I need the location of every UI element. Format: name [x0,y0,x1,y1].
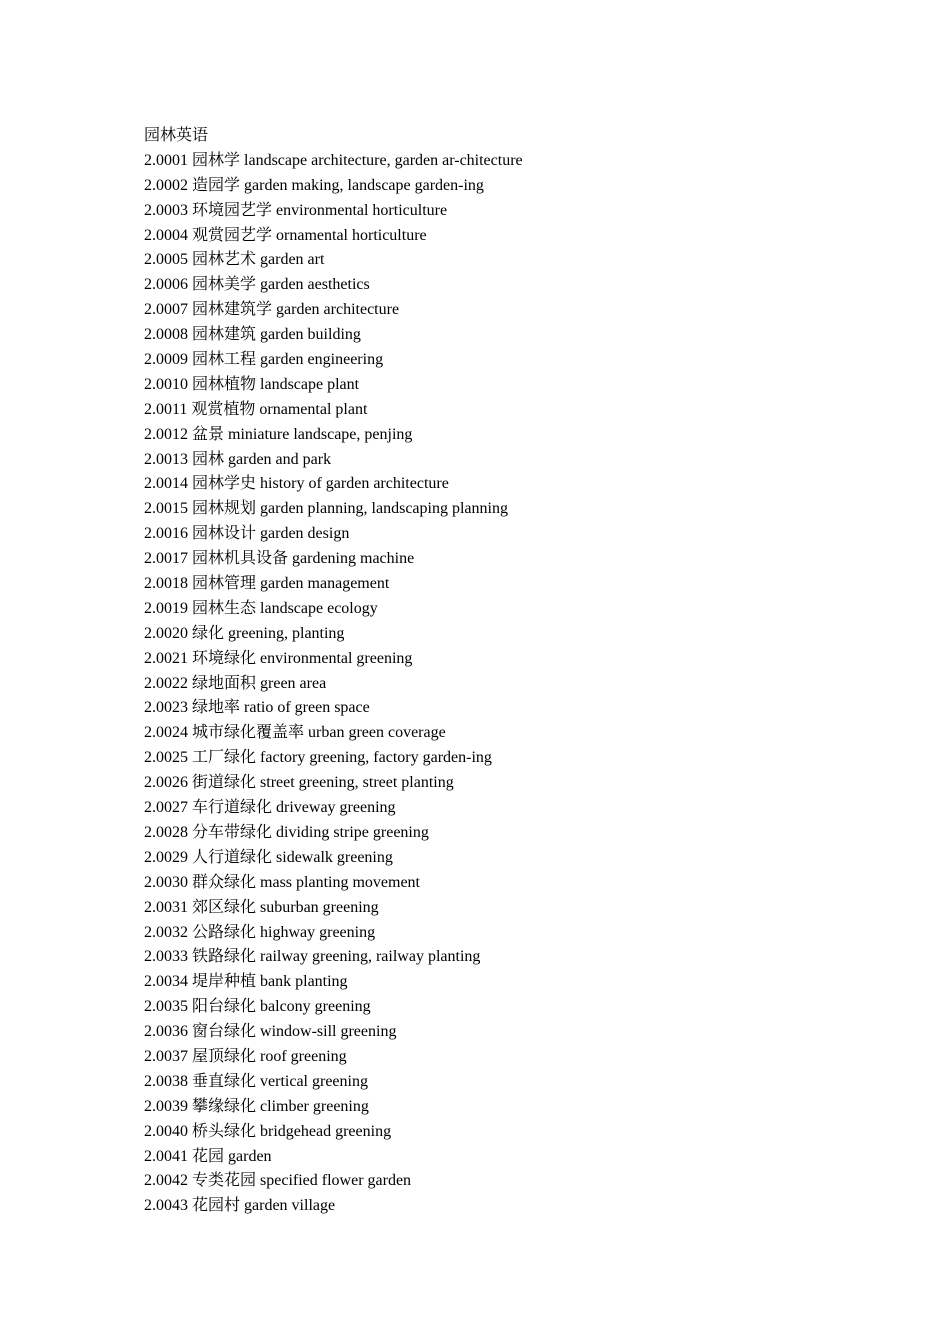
glossary-entry [144,522,904,547]
entry-english-term: climber greening [260,1097,369,1115]
entry-number: 2.0033 [144,948,188,966]
entry-chinese-term: 绿地面积 [192,674,257,692]
entry-number: 2.0022 [144,674,188,692]
entry-chinese-term: 绿化 [192,624,225,642]
glossary-entry [144,497,904,522]
entry-english-term: garden [228,1147,272,1165]
entry-chinese-term: 园林艺术 [192,251,257,269]
entry-chinese-term: 园林工程 [192,351,257,369]
entry-number: 2.0020 [144,624,188,642]
entry-number: 2.0043 [144,1197,188,1215]
entry-english-term: landscape plant [260,375,360,393]
glossary-entry [144,846,904,871]
entry-chinese-term: 园林生态 [192,599,257,617]
glossary-entry [144,672,904,697]
entry-chinese-term: 园林建筑 [192,326,257,344]
entry-number: 2.0026 [144,774,188,792]
entry-english-term: urban green coverage [308,724,446,742]
glossary-entry [144,696,904,721]
entry-chinese-term: 桥头绿化 [192,1122,257,1140]
entry-english-term: miniature landscape, penjing [228,425,413,443]
glossary-entry [144,1194,904,1219]
entry-english-term: factory greening, factory garden-ing [260,749,492,767]
entry-english-term: garden village [244,1197,336,1215]
glossary-entry [144,721,904,746]
glossary-entry [144,1120,904,1145]
entry-english-term: history of garden architecture [260,475,449,493]
entry-english-term: landscape ecology [260,599,378,617]
glossary-entry [144,224,904,249]
entry-english-term: environmental horticulture [276,201,448,219]
entry-number: 2.0011 [144,400,188,418]
entry-english-term: garden and park [228,450,332,468]
entry-chinese-term: 分车带绿化 [192,823,273,841]
glossary-entry [144,821,904,846]
entry-chinese-term: 工厂绿化 [192,749,257,767]
entry-english-term: vertical greening [260,1072,368,1090]
entry-number: 2.0039 [144,1097,188,1115]
glossary-entry [144,1020,904,1045]
entry-english-term: garden management [260,575,390,593]
glossary-entry [144,622,904,647]
entry-english-term: dividing stripe greening [276,823,429,841]
entry-chinese-term: 专类花园 [192,1172,257,1190]
entry-english-term: garden design [260,525,350,543]
entry-english-term: driveway greening [276,799,396,817]
glossary-entry [144,298,904,323]
entry-chinese-term: 观赏园艺学 [192,226,273,244]
entry-english-term: sidewalk greening [276,848,393,866]
entry-english-term: window-sill greening [260,1023,397,1041]
entry-number: 2.0031 [144,898,188,916]
entry-number: 2.0014 [144,475,188,493]
entry-number: 2.0023 [144,699,188,717]
entry-chinese-term: 园林学史 [192,475,257,493]
glossary-entry [144,871,904,896]
entry-english-term: garden building [260,326,361,344]
entry-chinese-term: 园林规划 [192,500,257,518]
entry-number: 2.0017 [144,550,188,568]
entry-number: 2.0025 [144,749,188,767]
entry-english-term: greening, planting [228,624,345,642]
entry-chinese-term: 郊区绿化 [192,898,257,916]
glossary-entry [144,1095,904,1120]
entry-number: 2.0042 [144,1172,188,1190]
entry-number: 2.0006 [144,276,188,294]
entry-chinese-term: 环境园艺学 [192,201,273,219]
entry-english-term: ornamental plant [259,400,368,418]
entry-number: 2.0041 [144,1147,188,1165]
entry-chinese-term: 造园学 [192,176,241,194]
entry-english-term: garden aesthetics [260,276,370,294]
entry-number: 2.0004 [144,226,188,244]
entry-english-term: bridgehead greening [260,1122,392,1140]
document-page [144,124,904,1219]
glossary-entry [144,995,904,1020]
entry-chinese-term: 园林学 [192,151,241,169]
entry-number: 2.0008 [144,326,188,344]
glossary-entry [144,373,904,398]
entry-chinese-term: 屋顶绿化 [192,1047,257,1065]
entry-chinese-term: 公路绿化 [192,923,257,941]
glossary-entry [144,448,904,473]
glossary-entry [144,597,904,622]
glossary-entry [144,273,904,298]
entry-english-term: suburban greening [260,898,379,916]
entry-english-term: environmental greening [260,649,413,667]
glossary-entry-list [144,149,904,1219]
entry-number: 2.0034 [144,973,188,991]
entry-english-term: green area [260,674,327,692]
entry-chinese-term: 街道绿化 [192,774,257,792]
entry-english-term: mass planting movement [260,873,420,891]
entry-english-term: ornamental horticulture [276,226,427,244]
entry-english-term: garden engineering [260,351,384,369]
entry-chinese-term: 园林美学 [192,276,257,294]
entry-number: 2.0005 [144,251,188,269]
glossary-entry [144,348,904,373]
glossary-entry [144,1070,904,1095]
entry-number: 2.0016 [144,525,188,543]
entry-number: 2.0028 [144,823,188,841]
entry-number: 2.0007 [144,301,188,319]
entry-number: 2.0013 [144,450,188,468]
entry-chinese-term: 观赏植物 [191,400,256,418]
entry-number: 2.0003 [144,201,188,219]
glossary-entry [144,323,904,348]
entry-chinese-term: 园林设计 [192,525,257,543]
entry-number: 2.0010 [144,375,188,393]
entry-chinese-term: 绿地率 [192,699,241,717]
entry-number: 2.0018 [144,575,188,593]
glossary-entry [144,945,904,970]
entry-chinese-term: 阳台绿化 [192,998,257,1016]
glossary-entry [144,746,904,771]
glossary-entry [144,547,904,572]
glossary-entry [144,771,904,796]
entry-chinese-term: 盆景 [192,425,225,443]
entry-number: 2.0030 [144,873,188,891]
glossary-entry [144,472,904,497]
entry-english-term: bank planting [260,973,348,991]
glossary-entry [144,896,904,921]
entry-number: 2.0009 [144,351,188,369]
entry-chinese-term: 园林建筑学 [192,301,273,319]
entry-chinese-term: 人行道绿化 [192,848,273,866]
glossary-entry [144,1045,904,1070]
entry-chinese-term: 窗台绿化 [192,1023,257,1041]
entry-english-term: ratio of green space [244,699,370,717]
entry-chinese-term: 铁路绿化 [192,948,257,966]
glossary-entry [144,248,904,273]
glossary-entry [144,398,904,423]
entry-number: 2.0001 [144,151,188,169]
glossary-entry [144,174,904,199]
glossary-entry [144,199,904,224]
entry-english-term: street greening, street planting [260,774,454,792]
entry-english-term: highway greening [260,923,376,941]
entry-chinese-term: 花园村 [192,1197,241,1215]
glossary-entry [144,1145,904,1170]
entry-number: 2.0035 [144,998,188,1016]
document-title: 园林英语 [144,127,209,144]
glossary-entry [144,1169,904,1194]
entry-chinese-term: 垂直绿化 [192,1072,257,1090]
entry-chinese-term: 城市绿化覆盖率 [192,724,305,742]
entry-number: 2.0032 [144,923,188,941]
entry-english-term: landscape architecture, garden ar-chitecture [244,151,523,169]
entry-chinese-term: 攀缘绿化 [192,1097,257,1115]
entry-number: 2.0037 [144,1047,188,1065]
entry-chinese-term: 环境绿化 [192,649,257,667]
glossary-entry [144,572,904,597]
entry-english-term: garden planning, landscaping planning [260,500,508,518]
entry-english-term: garden making, landscape garden-ing [244,176,484,194]
entry-chinese-term: 园林植物 [192,375,257,393]
entry-number: 2.0019 [144,599,188,617]
glossary-entry [144,423,904,448]
entry-english-term: gardening machine [292,550,415,568]
entry-english-term: roof greening [260,1047,347,1065]
entry-number: 2.0024 [144,724,188,742]
glossary-entry [144,796,904,821]
entry-english-term: garden art [260,251,325,269]
glossary-entry [144,921,904,946]
entry-chinese-term: 堤岸种植 [192,973,257,991]
entry-chinese-term: 园林机具设备 [192,550,289,568]
entry-number: 2.0027 [144,799,188,817]
entry-chinese-term: 群众绿化 [192,873,257,891]
entry-english-term: balcony greening [260,998,371,1016]
entry-number: 2.0040 [144,1122,188,1140]
entry-number: 2.0036 [144,1023,188,1041]
entry-number: 2.0038 [144,1072,188,1090]
entry-chinese-term: 车行道绿化 [192,799,273,817]
entry-number: 2.0012 [144,425,188,443]
entry-number: 2.0015 [144,500,188,518]
entry-english-term: specified flower garden [260,1172,412,1190]
entry-chinese-term: 园林 [192,450,225,468]
entry-number: 2.0021 [144,649,188,667]
entry-chinese-term: 园林管理 [192,575,257,593]
glossary-entry [144,970,904,995]
entry-english-term: garden architecture [276,301,400,319]
entry-english-term: railway greening, railway planting [260,948,481,966]
glossary-entry [144,647,904,672]
glossary-entry [144,149,904,174]
entry-number: 2.0002 [144,176,188,194]
entry-chinese-term: 花园 [192,1147,225,1165]
entry-number: 2.0029 [144,848,188,866]
